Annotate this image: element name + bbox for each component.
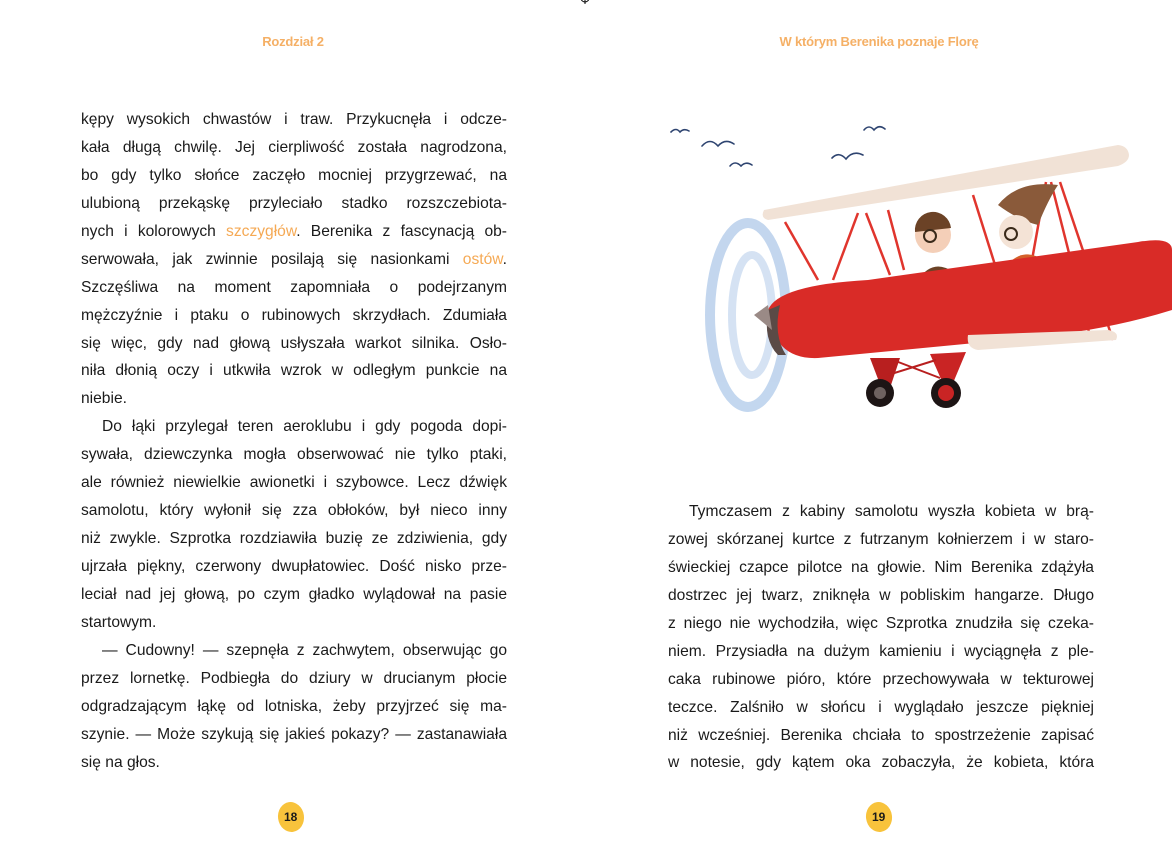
body-text: [668, 498, 1094, 777]
text-run: się więc, gdy nad głową usłyszała warkot silnika. Osło-: [81, 334, 507, 352]
text-run: się na głos.: [81, 753, 160, 771]
highlighted-term: szczygłów: [226, 222, 297, 240]
text-run: samolotu, który wyłonił się zza obłoków, był nieco inny: [81, 502, 507, 520]
text-line: [81, 413, 507, 441]
page-number-badge: [864, 800, 894, 833]
text-line: [81, 162, 507, 190]
text-run: szynie. — Może szykują się jakieś pokazy? — zastanawiała: [81, 725, 507, 743]
landing-gear: [866, 352, 966, 408]
text-run: ulubioną przekąskę przyleciało stadko rozszczebiota-: [81, 194, 507, 212]
page-number: 19: [872, 810, 886, 825]
text-line: [668, 554, 1094, 582]
text-line: [81, 525, 507, 553]
highlighted-term: ostów: [462, 250, 503, 268]
text-run: serwowała, jak zwinnie posilają się nasionkami: [81, 250, 463, 268]
text-run: świeckiej czapce pilotce na głowie. Nim Berenika zdążyła: [668, 558, 1094, 576]
page-number-badge: [276, 800, 306, 833]
text-run: przez lornetkę. Podbiegła do dziury w drucianym płocie: [81, 669, 507, 687]
text-line: [81, 246, 507, 274]
text-run: kępy wysokich chwastów i traw. Przykucnęła i odcze-: [81, 111, 507, 128]
text-line: [81, 330, 507, 358]
text-line: [81, 134, 507, 162]
text-line: [81, 469, 507, 497]
text-run: sywała, dziewczynka mogła obserwować nie tylko ptaki,: [81, 446, 507, 464]
running-head-title: W którym Berenika poznaje Florę: [779, 34, 979, 49]
text-run: w notesie, gdy kątem oka zobaczyła, że kobieta, która: [668, 754, 1094, 772]
text-run: Tymczasem z kabiny samolotu wyszła kobieta w brą-: [689, 503, 1094, 520]
text-line: [81, 385, 507, 413]
text-run: — Cudowny! — szepnęła z zachwytem, obserwując go: [102, 641, 507, 659]
text-run: ujrzała piękny, czerwony dwupłatowiec. Dość nisko prze-: [81, 558, 507, 575]
text-run: zowej skórzanej kurtce z futrzanym kołnierzem i w staro-: [668, 530, 1094, 548]
text-run: niż wcześniej. Berenika chciała to spostrzeżenie zapisać: [668, 726, 1094, 744]
text-run: nych i kolorowych: [81, 222, 227, 240]
text-line: [668, 526, 1094, 554]
text-run: mężczyźnie i ptaku o rubinowych skrzydłach. Zdumiała: [81, 306, 507, 324]
text-line: [81, 749, 507, 777]
text-run: niem. Przysiadła na dużym kamieniu i wyciągnęła z ple-: [668, 642, 1094, 660]
top-wing: [763, 145, 1129, 220]
text-line: [668, 666, 1094, 694]
text-line: [81, 302, 507, 330]
text-line: [668, 694, 1094, 722]
text-run: niebie.: [81, 390, 127, 408]
text-line: [81, 106, 507, 134]
text-run: ale również niewielkie awionetki i szybowce. Lecz dźwięk: [81, 474, 507, 492]
text-line: [81, 190, 507, 218]
text-line: [81, 609, 507, 637]
text-line: [81, 497, 507, 525]
text-run: Do łąki przylegał teren aeroklubu i gdy pogoda dopi-: [102, 418, 507, 436]
text-run: leciał nad jej głową, po czym gładko wylądował na pasie: [81, 585, 507, 603]
birds-icon: [671, 127, 885, 166]
text-run: niła dłonią oczy i utkwiła wzrok w odległym punkcie na: [81, 362, 507, 380]
text-line: [81, 441, 507, 469]
text-line: [81, 665, 507, 693]
biplane-illustration: [668, 110, 1172, 440]
text-run: z niego nie wychodziła, więc Szprotka znudziła się czeka-: [668, 614, 1094, 632]
text-run: startowym.: [81, 613, 157, 631]
text-line: [81, 693, 507, 721]
text-run: teczce. Zalśniło w słońcu i wyglądało jeszcze piękniej: [668, 698, 1094, 716]
text-line: [81, 218, 507, 246]
text-run: niż zwykle. Szprotka rozdziawiła buzię ze zdziwienia, gdy: [81, 530, 507, 548]
page-number: 18: [284, 810, 298, 825]
text-line: [668, 638, 1094, 666]
text-line: [668, 498, 1094, 526]
text-run: .: [502, 250, 507, 268]
text-line: [668, 582, 1094, 610]
text-line: [81, 274, 507, 302]
text-run: caka rubinowe pióro, które przechowywała w tekturowej: [668, 670, 1094, 688]
text-run: odgradzającym łąkę od lotniska, żeby przyjrzeć się ma-: [81, 697, 507, 715]
text-line: [668, 610, 1094, 638]
text-line: [81, 721, 507, 749]
text-line: [81, 581, 507, 609]
text-run: dostrzec jej twarz, zniknęła w pobliskim hangarze. Długo: [668, 586, 1094, 604]
body-text: [81, 106, 507, 777]
text-run: Szczęśliwa na moment zapomniała o podejrzanym: [81, 278, 507, 296]
running-head-chapter: Rozdział 2: [262, 34, 324, 49]
text-line: [81, 357, 507, 385]
text-line: [81, 637, 507, 665]
text-run: bo gdy tylko słońce zaczęło mocniej przygrzewać, na: [81, 166, 507, 184]
text-run: kała długą chwilę. Jej cierpliwość została nagrodzona,: [81, 138, 507, 156]
text-run: . Berenika z fascynacją ob-: [296, 222, 507, 240]
text-line: [668, 722, 1094, 750]
text-line: [81, 553, 507, 581]
text-line: [668, 749, 1094, 777]
